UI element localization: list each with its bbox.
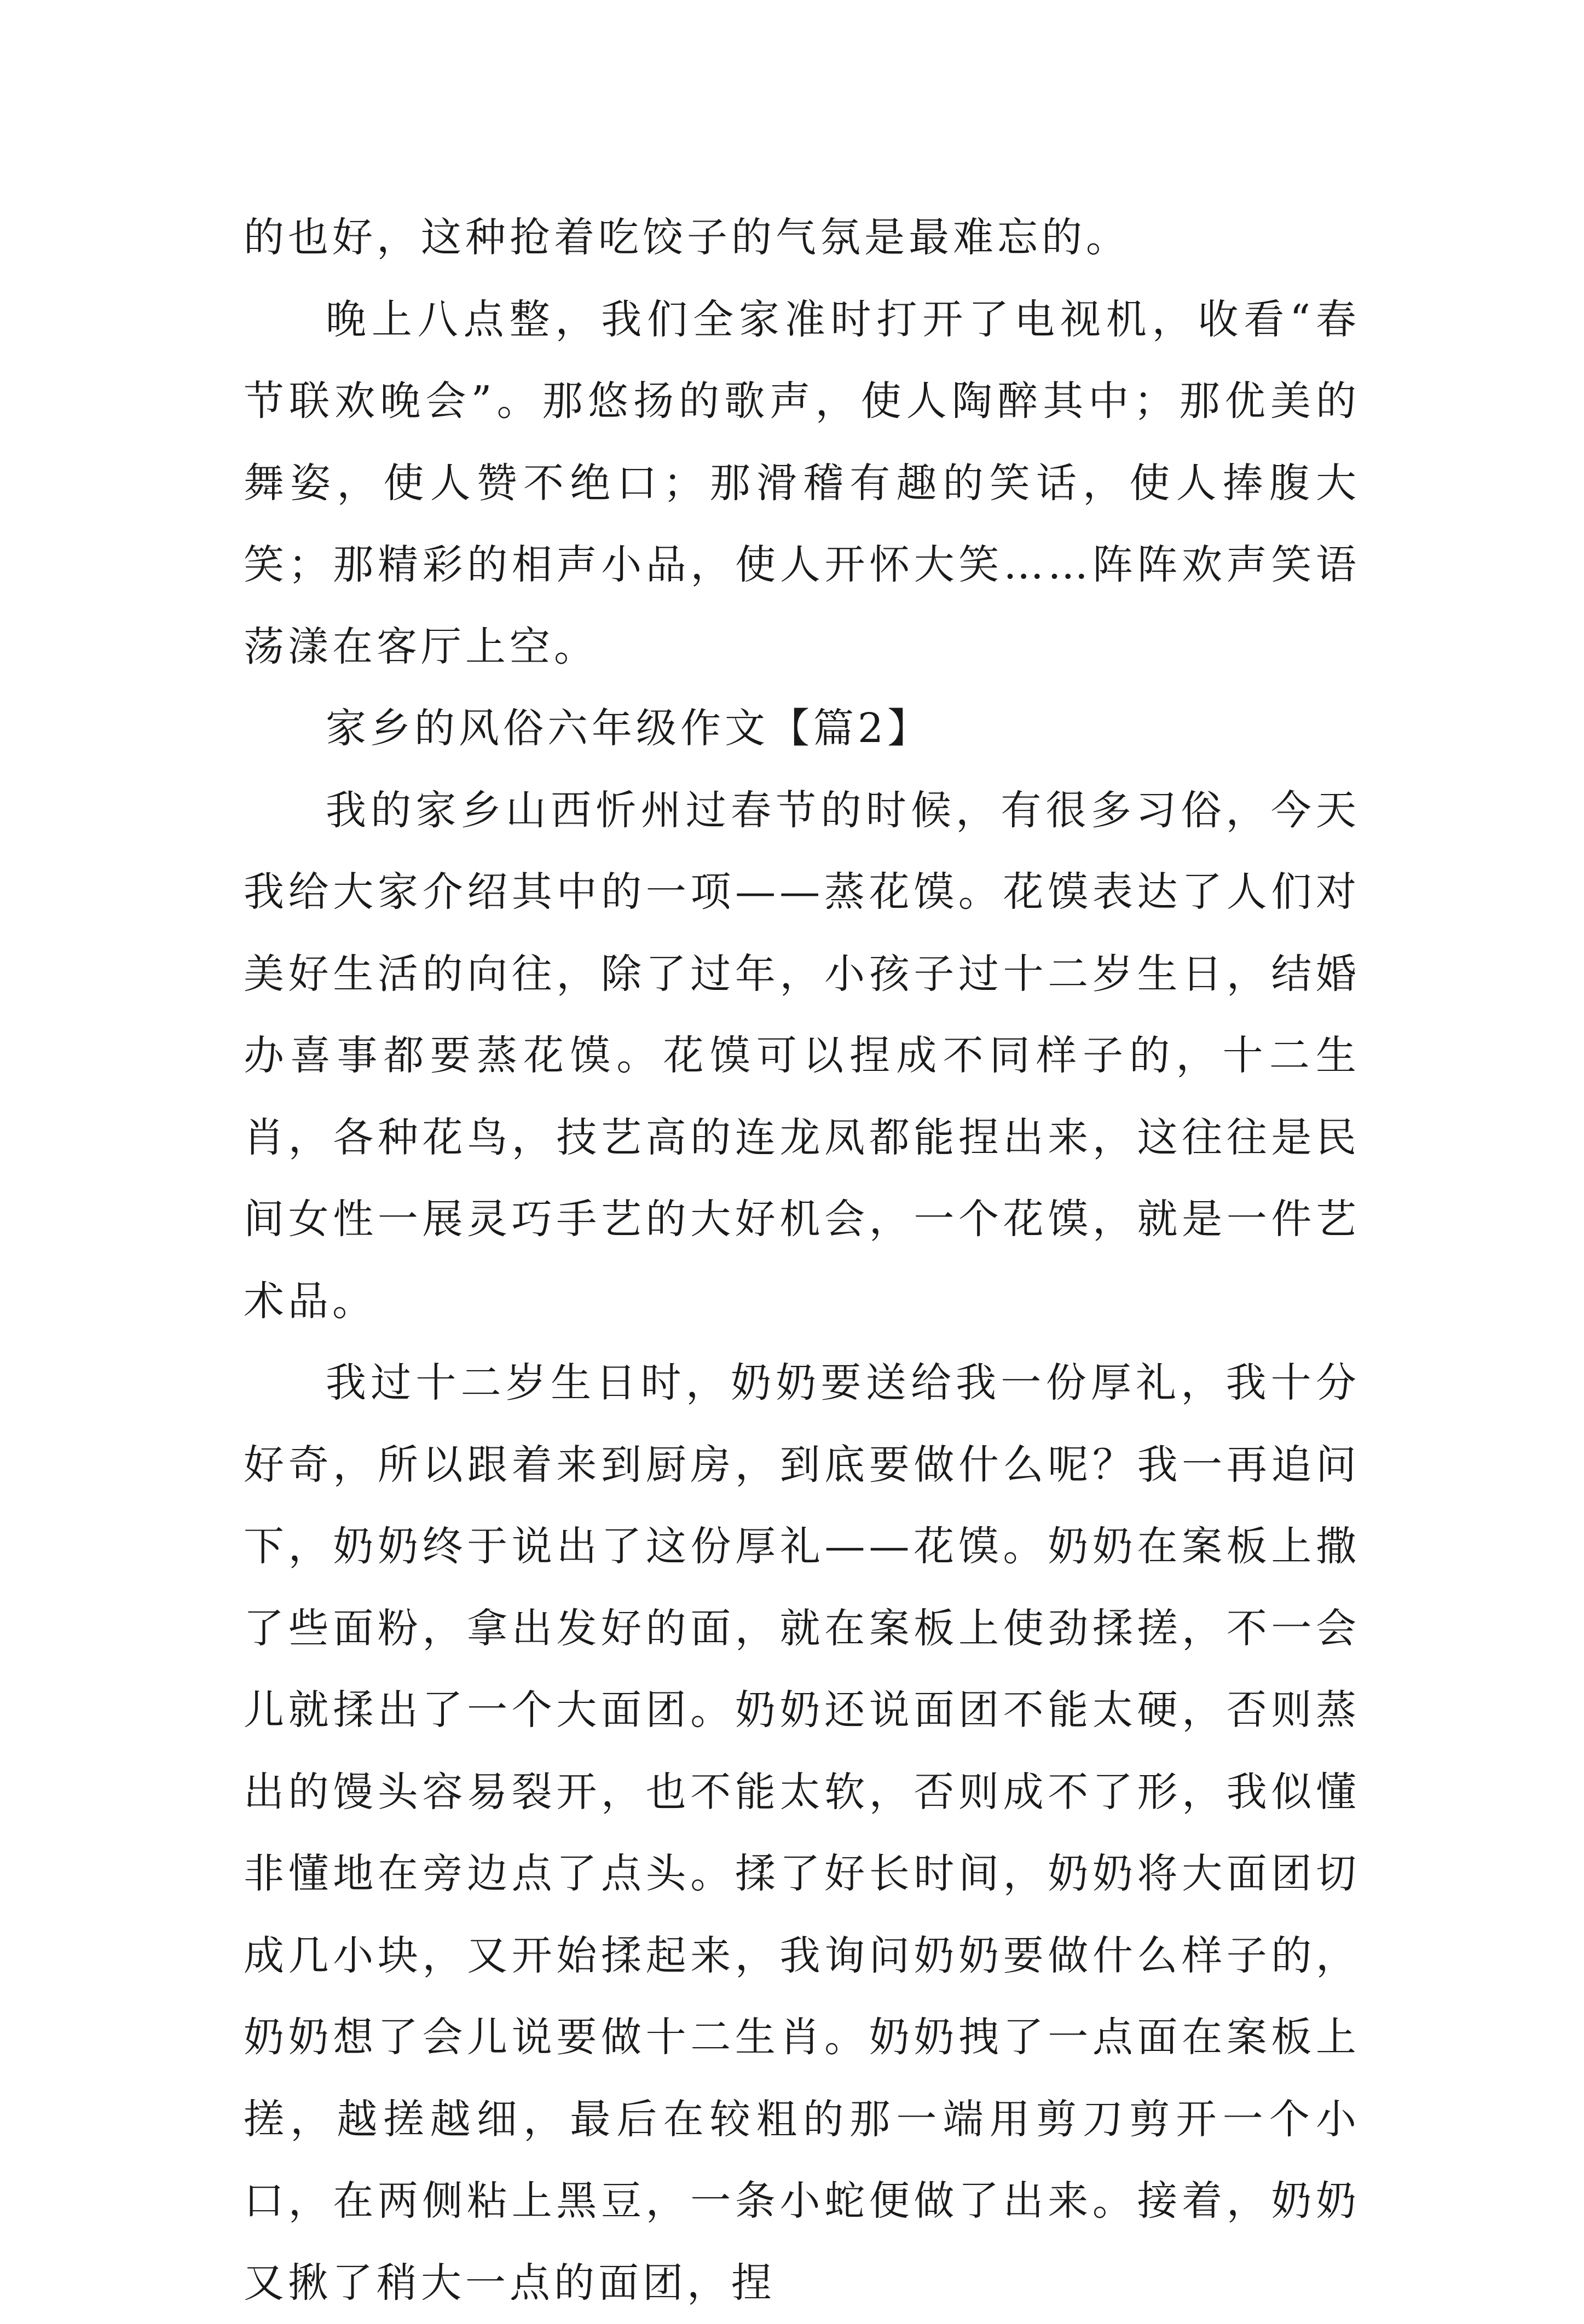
- paragraph-continuation: 的也好，这种抢着吃饺子的气氛是最难忘的。: [244, 214, 1130, 261]
- paragraph-spring-gala: 晚上八点整，我们全家准时打开了电视机，收看“春节联欢晚会”。那悠扬的歌声，使人陶醉其中；那优美的舞姿，使人赞不绝口；那滑稽有趣的笑话，使人捧腹大笑；那精彩的相声小品，使人开怀大笑……阵阵欢声笑语荡漾在客厅上空。: [244, 295, 1360, 670]
- paragraph-huamo-intro: 我的家乡山西忻州过春节的时候，有很多习俗，今天我给大家介绍其中的一项——蒸花馍。花馍表达了人们对美好生活的向往，除了过年，小孩子过十二岁生日，结婚办喜事都要蒸花馍。花馍可以捏成不同样子的，十二生肖，各种花鸟，技艺高的连龙凤都能捏出来，这往往是民间女性一展灵巧手艺的大好机会，一个花馍，就是一件艺术品。: [244, 786, 1360, 1325]
- paragraph-huamo-making: 我过十二岁生日时，奶奶要送给我一份厚礼，我十分好奇，所以跟着来到厨房，到底要做什么呢？我一再追问下，奶奶终于说出了这份厚礼——花馍。奶奶在案板上撒了些面粉，拿出发好的面，就在案板上使劲揉搓，不一会儿就揉出了一个大面团。奶奶还说面团不能太硬，否则蒸出的馒头容易裂开，也不能太软，否则成不了形，我似懂非懂地在旁边点了点头。揉了好长时间，奶奶将大面团切成几小块，又开始揉起来，我询问奶奶要做什么样子的，奶奶想了会儿说要做十二生肖。奶奶拽了一点面在案板上搓，越搓越细，最后在较粗的那一端用剪刀剪开一个小口，在两侧粘上黑豆，一条小蛇便做了出来。接着，奶奶又揪了稍大一点的面团，捏: [244, 1359, 1360, 2306]
- section-heading: 家乡的风俗六年级作文【篇2】: [326, 705, 932, 752]
- document-body: [244, 197, 1360, 2324]
